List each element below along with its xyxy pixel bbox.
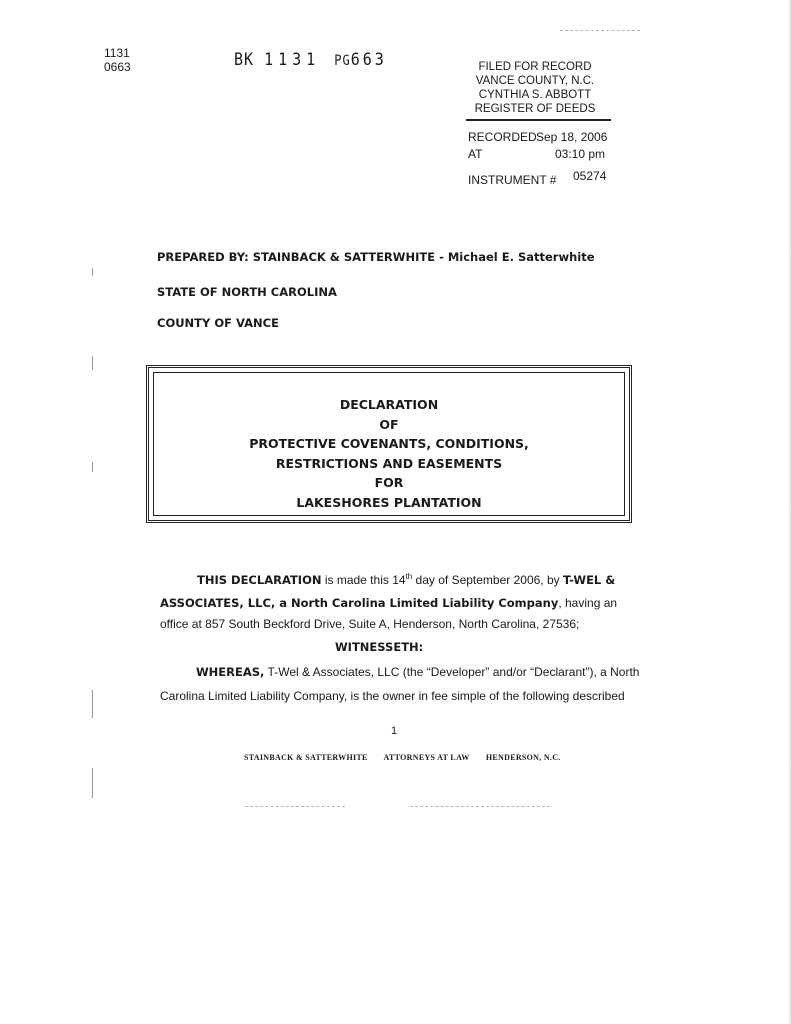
whereas-line <box>196 664 639 680</box>
prepared-by-line: PREPARED BY: STAINBACK & SATTERWHITE - Michael E. Satterwhite <box>157 250 595 264</box>
scan-artifact-mark <box>92 356 93 370</box>
title-line-5: FOR <box>374 475 404 490</box>
footer-firm: STAINBACK & SATTERWHITE <box>244 753 368 762</box>
bk-label: BK <box>234 48 255 70</box>
county-line: COUNTY OF VANCE <box>157 316 279 330</box>
pg-number: 663 <box>350 48 387 70</box>
filed-for-record-block <box>472 60 598 116</box>
filed-line-4: REGISTER OF DEEDS <box>474 103 596 115</box>
witnesseth-text: WITNESSETH: <box>335 640 424 654</box>
recorded-date: Sep 18, 2006 <box>536 130 608 144</box>
at-label: AT <box>468 147 483 161</box>
whereas-text: T-Wel & Associates, LLC (the “Developer” and/or “Declarant”), a North <box>264 665 640 679</box>
witnesseth-heading <box>335 639 423 655</box>
pg-label: PG <box>334 52 351 69</box>
filed-divider <box>466 119 611 121</box>
whereas-bold: WHEREAS, <box>196 665 265 679</box>
title-line-1: DECLARATION <box>339 397 439 412</box>
filed-line-2: VANCE COUNTY, N.C. <box>475 75 595 87</box>
scan-artifact-line <box>560 30 640 31</box>
declaration-title-box <box>146 365 632 523</box>
instrument-number: 05274 <box>573 169 607 183</box>
scan-artifact-mark <box>92 690 93 718</box>
title-line-2: OF <box>379 416 399 432</box>
state-line: STATE OF NORTH CAROLINA <box>157 285 337 299</box>
law-firm-footer <box>244 753 575 762</box>
title-line-3: PROTECTIVE COVENANTS, CONDITIONS, <box>249 436 529 451</box>
footer-city: HENDERSON, N.C. <box>485 753 561 762</box>
scan-artifact-line <box>410 806 550 807</box>
title-line-6: LAKESHORES PLANTATION <box>296 494 482 510</box>
decl-text-1: is made this 14 <box>321 573 406 587</box>
instrument-label: INSTRUMENT # <box>468 173 557 187</box>
owner-line: Carolina Limited Liability Company, is the owner in fee simple of the following described <box>160 689 625 703</box>
filed-line-1: FILED FOR RECORD <box>478 61 592 73</box>
declaration-sentence-line-2 <box>160 595 617 611</box>
book-number: 1131 <box>104 46 130 60</box>
footer-attorneys: ATTORNEYS AT LAW <box>383 753 470 762</box>
page-number: 1 <box>391 725 398 737</box>
scan-artifact-mark <box>92 768 93 798</box>
declaration-sentence-line-1 <box>197 569 615 588</box>
bk-number: 1131 <box>264 48 321 70</box>
scan-artifact-mark <box>92 268 93 276</box>
this-declaration-bold: THIS DECLARATION <box>197 573 322 587</box>
page-number-ref: 0663 <box>104 60 131 74</box>
recorded-time: 03:10 pm <box>555 147 606 161</box>
decl-text-3: , having an <box>558 596 618 610</box>
decl-text-2: day of September 2006, by <box>412 573 563 587</box>
office-address-line: office at 857 South Beckford Drive, Suite A, Henderson, North Carolina, 27536; <box>160 617 580 631</box>
book-page-stamp <box>234 49 387 70</box>
company-name-part-1: T-WEL & <box>562 573 616 587</box>
recorded-label: RECORDED <box>468 130 537 144</box>
company-name-part-2: ASSOCIATES, LLC, a North Carolina Limited Liability Company <box>160 596 559 610</box>
title-line-4: RESTRICTIONS AND EASEMENTS <box>275 455 503 471</box>
book-page-reference <box>104 46 131 74</box>
scan-artifact-line <box>245 806 345 807</box>
scan-artifact-mark <box>92 462 93 472</box>
decl-superscript: th <box>405 572 413 581</box>
filed-line-3: CYNTHIA S. ABBOTT <box>478 89 592 101</box>
declaration-title <box>153 372 625 516</box>
